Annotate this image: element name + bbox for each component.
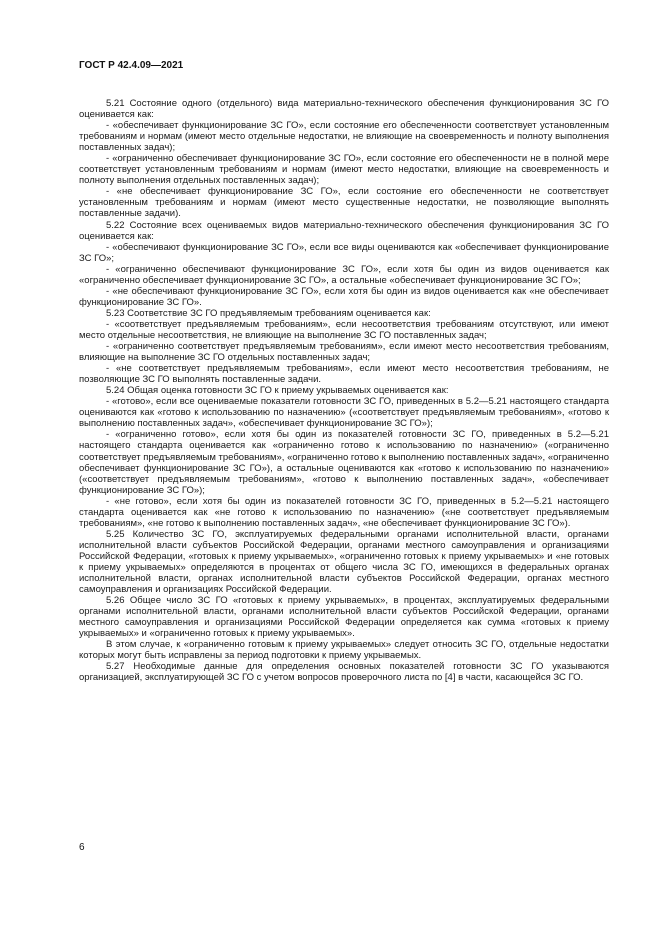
clause-5-23: 5.23 Соответствие ЗС ГО предъявляемым требованиям оценивается как:: [106, 307, 431, 319]
document-body: [79, 98, 609, 683]
list-item: - «не обеспечивают функционирование ЗС ГО», если хотя бы один из видов оценивается как «не обеспечивает функционирование ЗС ГО».: [79, 285, 609, 308]
document-header: ГОСТ Р 42.4.09—2021: [79, 60, 184, 71]
clause-5-24: 5.24 Общая оценка готовности ЗС ГО к приему укрываемых оценивается как:: [106, 385, 449, 397]
page-number: 6: [79, 842, 85, 853]
list-item: - «ограниченно готово», если хотя бы один из показателей готовности ЗС ГО, приведенных в 5.2—5.21 настоящего стандарта оценивается как «ограниченно готово к использованию по назначению» («ограниченно соответствует предъявляемым требованиям», «ограниченно готово к выполнению поставленных задач», «ограниченно обеспечивает функционирование ЗС ГО»), а остальные оцениваются как «готово к использованию по назначению» («соответствует предъявляемым требованиям», «готово к выполнению поставленных задач», «обеспечивает функционирование ЗС ГО»);: [79, 429, 609, 496]
list-item: - «обеспечивает функционирование ЗС ГО», если состояние его обеспеченности соответствует установленным требованиям и нормам (имеют место отдельные недостатки, не влияющие на своевременность и полноту выполнения поставленных задач);: [79, 120, 609, 154]
list-item: - «готово», если все оцениваемые показатели готовности ЗС ГО, приведенных в 5.2—5.21 настоящего стандарта оцениваются как «готово к использованию по назначению» («соответствует предъявляемым требованиям», «готово к выполнению поставленных задач», «обеспечивает функционирование ЗС ГО»);: [79, 396, 609, 430]
list-item: - «не обеспечивает функционирование ЗС ГО», если состояние его обеспеченности не соответствует установленным требованиям и нормам (имеют место существенные недостатки, не позволяющие выполнять поставленные задачи).: [79, 186, 609, 220]
clause-5-22: 5.22 Состояние всех оцениваемых видов материально-технического обеспечения функционирования ЗС ГО оценивается как:: [79, 219, 609, 242]
clause-5-27: 5.27 Необходимые данные для определения основных показателей готовности ЗС ГО указываются организацией, эксплуатирующей ЗС ГО с учетом вопросов проверочного листа по [4] в части, касающейся ЗС ГО.: [79, 661, 609, 684]
list-item: - «ограниченно соответствует предъявляемым требованиям», если имеют место несоответствия требованиям, влияющие на выполнение ЗС ГО отдельных поставленных задач;: [79, 341, 609, 364]
clause-5-26: 5.26 Общее число ЗС ГО «готовых к приему укрываемых», в процентах, эксплуатируемых федеральными органами исполнительной власти, органами исполнительной власти субъектов Российской Федерации, органами местного самоуправления и организациями Российской Федерации определяется как сумма «готовых к приему укрываемых» и «ограниченно готовых к приему укрываемых».: [79, 595, 609, 640]
list-item: - «не готово», если хотя бы один из показателей готовности ЗС ГО, приведенных в 5.2—5.21 настоящего стандарта оценивается как «не готово к использованию по назначению» («не соответствует предъявляемым требованиям», «не готово к выполнению поставленных задач», «не обеспечивает функционирование ЗС ГО»).: [79, 495, 609, 529]
list-item: - «не соответствует предъявляемым требованиям», если имеют место несоответствия требованиям, не позволяющие ЗС ГО выполнять поставленные задачи.: [79, 363, 609, 386]
paragraph: В этом случае, к «ограниченно готовым к приему укрываемых» следует относить ЗС ГО, отдельные недостатки которых могут быть исправлены за период подготовки к приему укрываемых.: [79, 639, 609, 662]
list-item: - «соответствует предъявляемым требованиям», если несоответствия требованиям отсутствуют, или имеют место отдельные несоответствия, не влияющие на выполнение ЗС ГО поставленных задач;: [79, 318, 609, 341]
list-item: - «ограниченно обеспечивают функционирование ЗС ГО», если хотя бы один из видов оценивается как «ограниченно обеспечивает функционирование ЗС ГО», а остальные «обеспечивает функционирование ЗС ГО»;: [79, 263, 609, 286]
list-item: - «обеспечивают функционирование ЗС ГО», если все виды оцениваются как «обеспечивает функционирование ЗС ГО»;: [79, 241, 609, 264]
clause-5-21: 5.21 Состояние одного (отдельного) вида материально-технического обеспечения функционирования ЗС ГО оценивается как:: [79, 98, 609, 121]
list-item: - «ограниченно обеспечивает функционирование ЗС ГО», если состояние его обеспеченности не в полной мере соответствует установленным требованиям и нормам (имеют место недостатки, влияющие на своевременность и полноту выполнения отдельных поставленных задач);: [79, 153, 609, 187]
clause-5-25: 5.25 Количество ЗС ГО, эксплуатируемых федеральными органами исполнительной власти, органами исполнительной власти субъектов Российской Федерации, органами местного самоуправления и организациями Российской Федерации, «готовых к приему укрываемых», «ограниченно готовых к приему укрываемых» и «не готовых к приему укрываемых» определяются в процентах от общего числа ЗС ГО, имеющихся в федеральных органах исполнительной власти, органах исполнительной власти субъектов Российской Федерации, органах местного самоуправления и организациях Российской Федерации.: [79, 528, 609, 596]
